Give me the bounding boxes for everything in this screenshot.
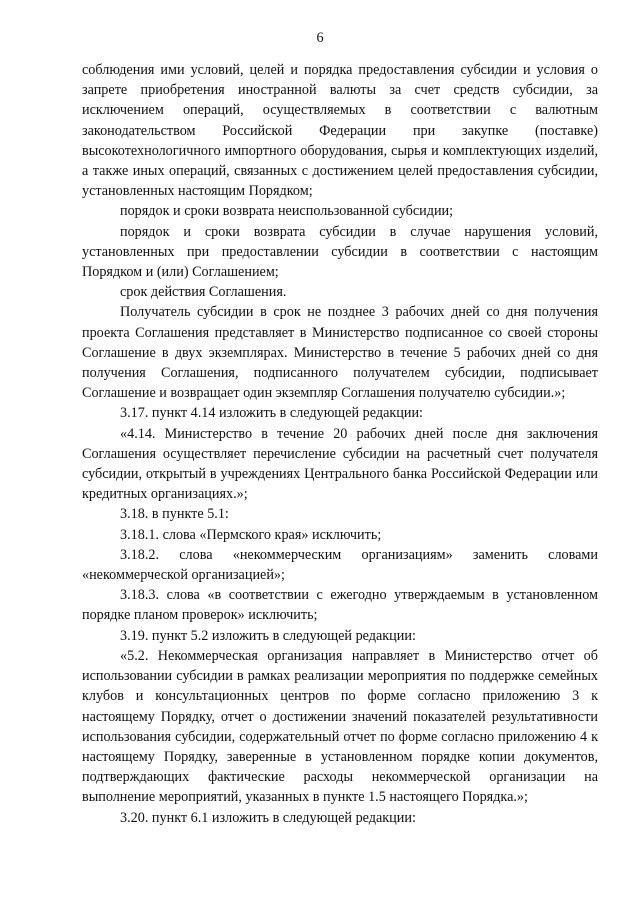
paragraph: 3.18.1. слова «Пермского края» исключить; [120, 526, 382, 543]
paragraph: 3.20. пункт 6.1 изложить в следующей редакции: [120, 809, 416, 826]
paragraph: «5.2. Некоммерческая организация направляет в Министерство отчет об использовании субсидии в рамках реализации мероприятия по поддержке семейных клубов и консультационных центров по форме согласно приложению 3 к настоящему Порядку, отчет о достижении значений показателей результативности использования субсидии, содержательный отчет по форме согласно приложению 4 к настоящему Порядку, заверенные в установленном порядке копии документов, подтверждающих фактические расходы некоммерческой организации на выполнение мероприятий, указанных в пункте 1.5 настоящего Порядка.»; [82, 647, 598, 806]
paragraph: 3.19. пункт 5.2 изложить в следующей редакции: [120, 627, 416, 644]
paragraph: 3.18.2. слова «некоммерческим организациям» заменить словами «некоммерческой организацией»; [82, 546, 598, 584]
paragraph-continuation: соблюдения ими условий, целей и порядка предоставления субсидии и условия о запрете приобретения иностранной валюты за счет средств субсидии, за исключением операций, осуществляемых в соответствии с валютным законодательством Российской Федерации при закупке (поставке) высокотехнологичного импортного оборудования, сырья и комплектующих изделий, а также иных операций, связанных с достижением целей предоставления субсидии, установленных настоящим Порядком; [82, 62, 598, 200]
paragraph: порядок и сроки возврата неиспользованной субсидии; [120, 203, 454, 220]
paragraph: «4.14. Министерство в течение 20 рабочих дней после дня заключения Соглашения осуществляет перечисление субсидии на расчетный счет получателя субсидии, открытый в учреждениях Центрального банка Российской Федерации или кредитных организациях.»; [82, 425, 598, 503]
paragraph: срок действия Соглашения. [120, 284, 287, 301]
paragraph: Получатель субсидии в срок не позднее 3 рабочих дней со дня получения проекта Соглашения представляет в Министерство подписанное со своей стороны Соглашение в двух экземплярах. Министерство в течение 5 рабочих дней со дня получения Соглашения, подписанного получателем субсидии, подписывает Соглашение и возвращает один экземпляр Соглашения получателю субсидии.»; [82, 304, 598, 402]
document-body [82, 60, 598, 828]
paragraph: 3.18. в пункте 5.1: [120, 506, 229, 523]
paragraph: порядок и сроки возврата субсидии в случае нарушения условий, установленных при предоставлении субсидии в соответствии с настоящим Порядком и (или) Соглашением; [82, 223, 598, 281]
paragraph: 3.17. пункт 4.14 изложить в следующей редакции: [120, 405, 423, 422]
page-number: 6 [316, 30, 324, 46]
paragraph: 3.18.3. слова «в соответствии с ежегодно утверждаемым в установленном порядке планом проверок» исключить; [82, 587, 598, 624]
